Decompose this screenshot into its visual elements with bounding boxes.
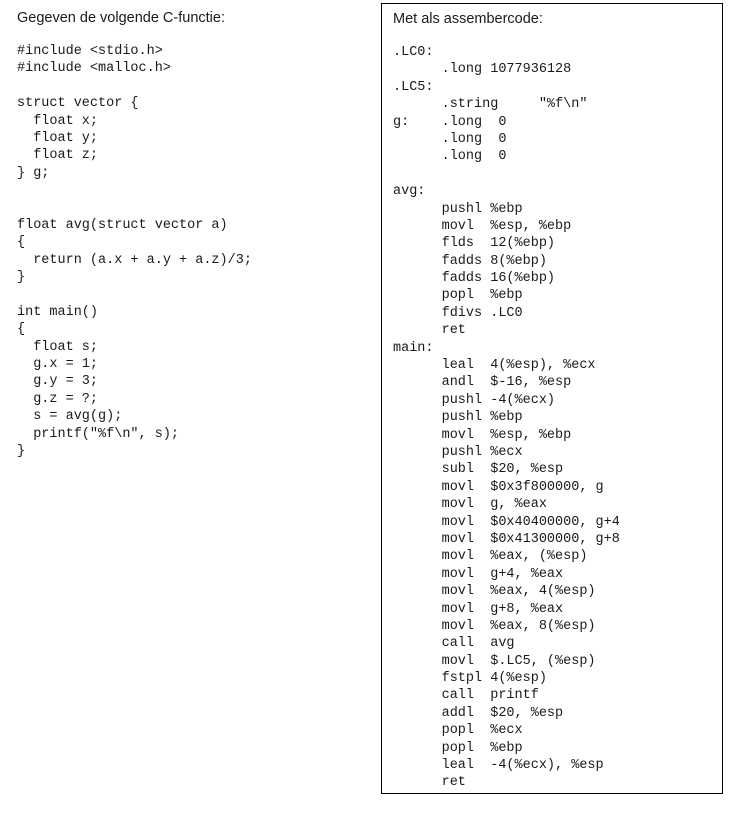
code-line: .string "%f\n" xyxy=(393,97,588,113)
code-line: avg: xyxy=(393,184,426,200)
code-line: movl %eax, (%esp) xyxy=(393,549,588,565)
code-line: addl $20, %esp xyxy=(393,705,564,721)
code-line: movl $0x40400000, g+4 xyxy=(393,514,620,530)
code-line: fstpl 4(%esp) xyxy=(393,671,547,687)
code-line: .long 1077936128 xyxy=(393,62,572,78)
code-line: andl $-16, %esp xyxy=(393,375,572,391)
code-line: main: xyxy=(393,340,434,356)
code-line: fdivs .LC0 xyxy=(393,305,523,321)
code-line xyxy=(393,166,620,183)
code-line: movl $0x3f800000, g xyxy=(393,479,604,495)
code-line: } xyxy=(17,443,26,459)
code-line: ret xyxy=(393,323,466,339)
code-line: pushl %ebp xyxy=(393,201,523,217)
code-line: fadds 16(%ebp) xyxy=(393,271,556,287)
code-line: movl g, %eax xyxy=(393,497,547,513)
code-line: subl $20, %esp xyxy=(393,462,564,478)
code-line: g.z = ?; xyxy=(17,391,99,407)
code-line: popl %ecx xyxy=(393,723,523,739)
code-line: return (a.x + a.y + a.z)/3; xyxy=(17,252,252,268)
code-line: .LC0: xyxy=(393,45,434,60)
code-line: g: .long 0 xyxy=(393,114,507,130)
code-line: { xyxy=(17,322,26,338)
code-line: float z; xyxy=(17,148,99,164)
code-line: float s; xyxy=(17,339,99,355)
code-line: ret xyxy=(393,775,466,791)
code-line: pushl %ebp xyxy=(393,410,523,426)
code-line: .long 0 xyxy=(393,131,507,147)
code-line: call avg xyxy=(393,636,515,652)
c-source-code-block xyxy=(17,43,252,460)
code-line: #include <malloc.h> xyxy=(17,61,171,77)
code-line: struct vector { xyxy=(17,96,139,112)
code-line: g.y = 3; xyxy=(17,374,99,390)
code-line: movl $.LC5, (%esp) xyxy=(393,653,596,669)
assembly-code-block xyxy=(393,44,620,792)
code-line: movl %eax, 8(%esp) xyxy=(393,618,596,634)
code-line: .long 0 xyxy=(393,149,507,165)
code-line: movl %esp, %ebp xyxy=(393,427,572,443)
code-line: call printf xyxy=(393,688,539,704)
code-line xyxy=(17,286,252,303)
code-line: g.x = 1; xyxy=(17,357,99,373)
code-line: fadds 8(%ebp) xyxy=(393,253,547,269)
code-line: leal -4(%ecx), %esp xyxy=(393,758,604,774)
code-line: leal 4(%esp), %ecx xyxy=(393,358,596,374)
code-line xyxy=(17,200,252,217)
code-line: movl g+8, %eax xyxy=(393,601,564,617)
code-line xyxy=(17,182,252,199)
c-function-heading: Gegeven de volgende C-functie: xyxy=(17,10,225,26)
code-line: { xyxy=(17,235,26,251)
code-line: movl %esp, %ebp xyxy=(393,218,572,234)
code-line: float avg(struct vector a) xyxy=(17,217,228,233)
code-line: int main() xyxy=(17,304,99,320)
code-line: popl %ebp xyxy=(393,288,523,304)
code-line: s = avg(g); xyxy=(17,409,123,425)
code-line: } xyxy=(17,270,26,286)
code-line: popl %ebp xyxy=(393,740,523,756)
code-line: pushl -4(%ecx) xyxy=(393,392,556,408)
code-line: pushl %ecx xyxy=(393,444,523,460)
code-line: movl g+4, %eax xyxy=(393,566,564,582)
code-line: .LC5: xyxy=(393,79,434,95)
code-line xyxy=(17,78,252,95)
code-line: flds 12(%ebp) xyxy=(393,236,556,252)
code-line: printf("%f\n", s); xyxy=(17,426,180,442)
code-line: float x; xyxy=(17,113,99,129)
code-line: movl %eax, 4(%esp) xyxy=(393,584,596,600)
code-line: movl $0x41300000, g+8 xyxy=(393,531,620,547)
assembly-heading: Met als assembercode: xyxy=(393,11,543,27)
code-line: float y; xyxy=(17,130,99,146)
code-line: } g; xyxy=(17,165,50,181)
code-line: #include <stdio.h> xyxy=(17,44,163,59)
